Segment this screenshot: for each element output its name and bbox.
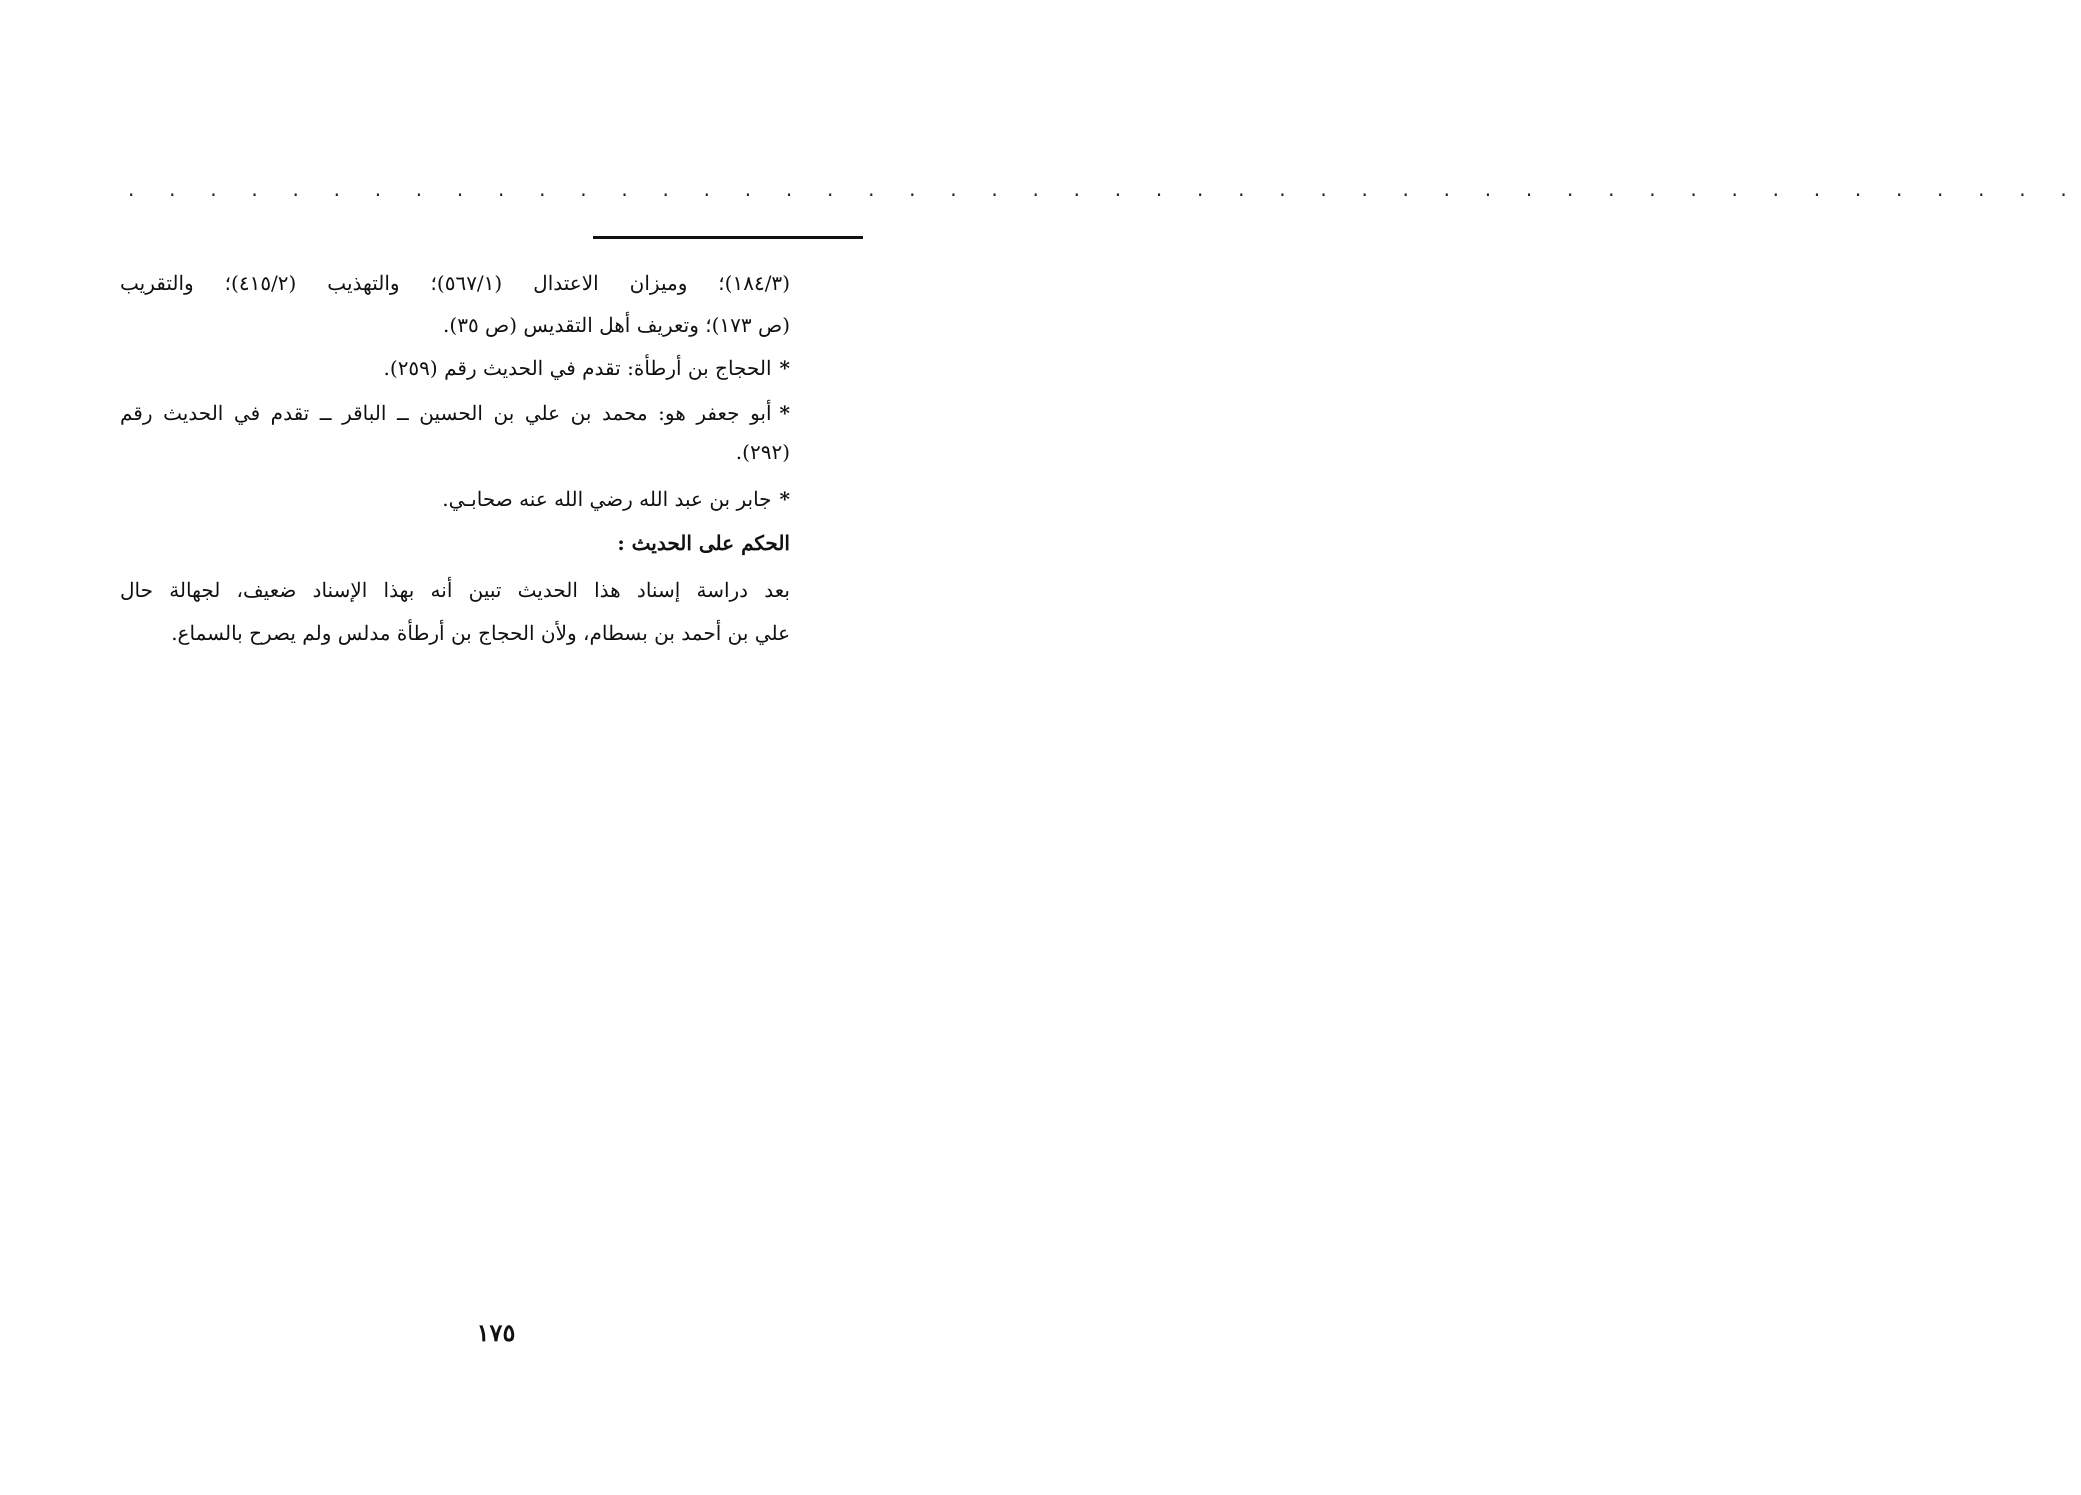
page-number: ١٧٥ [476,1318,516,1347]
page-content [120,0,790,1495]
footnote-line-1: (١٨٤/٣)؛ وميزان الاعتدال (٥٦٧/١)؛ والتهذيب (٤١٥/٢)؛ والتقريب [120,271,790,295]
ruling-heading: الحكم على الحديث : [617,531,790,555]
dotted-separator: · · · · · · · · · · · · · · · · · · · · · · · · · · · · · · · · · · · · · · · · · · · · · · · · [128,183,2081,207]
narrator-abu-jafar-line-1 [120,398,790,428]
asterisk-marker: * [779,401,790,425]
narrator-jabir [120,484,790,514]
narrator-abu-jafar-line-2: (٢٩٢). [735,440,790,464]
narrator-abu-jafar-text: أبو جعفر هو: محمد بن علي بن الحسين ــ الباقر ــ تقدم في الحديث رقم [120,401,772,425]
asterisk-marker: * [779,356,790,380]
asterisk-marker: * [779,487,790,511]
footnote-line-2: (ص ١٧٣)؛ وتعريف أهل التقديس (ص ٣٥). [443,313,790,337]
ruling-line-2: علي بن أحمد بن بسطام، ولأن الحجاج بن أرطأة مدلس ولم يصرح بالسماع. [171,621,790,645]
narrator-hajjaj-text: الحجاج بن أرطأة: تقدم في الحديث رقم (٢٥٩). [383,356,772,380]
narrator-hajjaj [120,353,790,383]
narrator-jabir-text: جابر بن عبد الله رضي الله عنه صحابـي. [442,487,772,511]
ruling-line-1: بعد دراسة إسناد هذا الحديث تبين أنه بهذا الإسناد ضعيف، لجهالة حال [120,578,790,602]
